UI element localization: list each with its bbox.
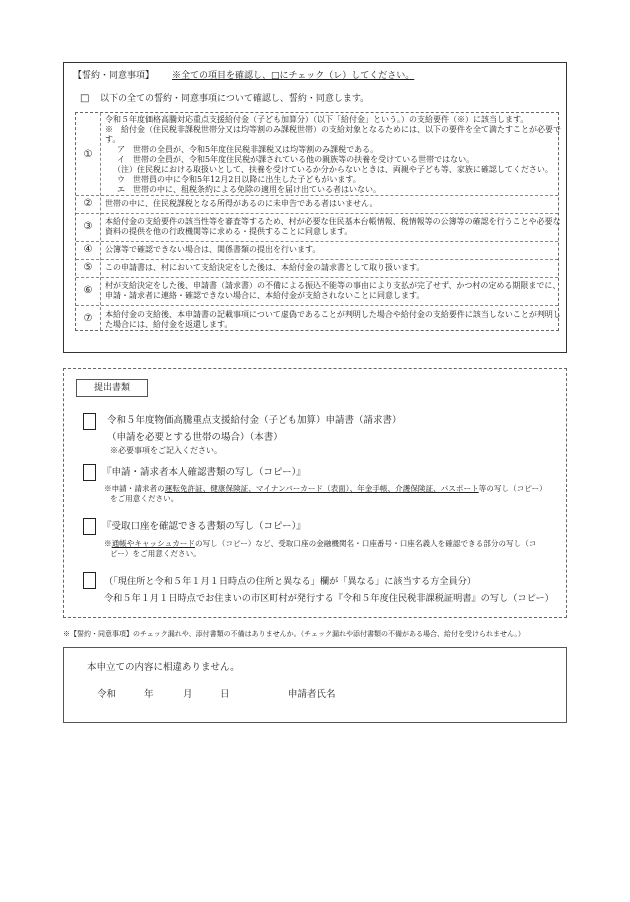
row-divider — [76, 213, 558, 214]
item-1-line: 令和５年度価格高騰対応重点支援給付金（子ども加算分）（以下「給付金」という。）の支給要件（※）に該当します。 — [105, 115, 529, 124]
consent-instruction: ※全ての項目を確認し、□にチェック（レ）してください。 — [172, 71, 415, 81]
item-7-line: 本給付金の支給後、本申請書の記載事項について虚偽であることが判明した場合や給付金の支給要件に該当しないことが判明し — [105, 310, 561, 319]
item-1-line: エ 世帯の中に、租税条約による免除の適用を届け出ている者はいない。 — [109, 185, 381, 194]
column-divider — [100, 113, 101, 330]
document-checkbox-tax-certificate[interactable] — [83, 572, 96, 589]
document-checkbox-application[interactable] — [83, 413, 96, 430]
item-4-line: 公簿等で確認できない場合は、関係書類の提出を行います。 — [105, 245, 321, 254]
item-number: ⑥ — [83, 285, 93, 296]
document-note: ピー）をご用意ください。 — [110, 549, 201, 558]
item-6-line: 申請・請求者に連絡・確認できない場合に、本給付金が支給されないことに同意します。 — [105, 291, 425, 300]
item-number: ② — [83, 198, 93, 209]
date-day-label: 日 — [220, 689, 230, 700]
document-checkbox-id[interactable] — [83, 464, 96, 481]
document-subtitle: （申請を必要とする世帯の場合）（本書） — [107, 432, 283, 443]
date-month-label: 月 — [183, 689, 193, 700]
document-title: 『受取口座を確認できる書類の写し（コピー）』 — [102, 521, 306, 532]
consent-items-table — [75, 112, 559, 331]
declaration-statement: 本申立ての内容に相違ありません。 — [87, 662, 240, 673]
row-divider — [76, 195, 558, 196]
documents-label: 提出書類 — [76, 379, 148, 397]
item-1-line: イ 世帯の全員が、令和5年度住民税が課されている他の親族等の扶養を受けている世帯ではない。 — [109, 155, 475, 164]
item-3-line: 資料の提供を他の行政機関等に求める・提供することに同意します。 — [105, 227, 353, 236]
item-1-line: ア 世帯の全員が、令和5年度住民税非課税又は均等割のみ課税である。 — [109, 145, 379, 154]
item-1-line: ウ 世帯員の中に令和5年12月2日以降に出生した子どもがいます。 — [109, 175, 361, 184]
document-note: ※通帳やキャッシュカードの写し（コピー）など、受取口座の金融機関名・口座番号・口座名義人を確認できる部分の写し（コ — [104, 539, 537, 548]
item-number: ⑤ — [83, 262, 93, 273]
document-title: （「現住所と令和５年１月１日時点の住所と異なる」欄が「異なる」に該当する方全員分） — [104, 576, 477, 587]
document-note: をご用意ください。 — [110, 494, 179, 503]
row-divider — [76, 305, 558, 306]
row-divider — [76, 241, 558, 242]
consent-title: 【誓約・同意事項】 — [73, 71, 155, 81]
item-2-line: 世帯の中に、住民税課税となる所得があるのに未申告である者はいません。 — [105, 199, 378, 208]
document-note: ※申請・請求者の運転免許証、健康保険証、マイナンバーカード（表面）、年金手帳、介護保険証、パスポート等の写し（コピー） — [104, 484, 547, 493]
item-number: ③ — [83, 221, 93, 232]
row-divider — [76, 277, 558, 278]
document-title: 令和５年度物価高騰重点支援給付金（子ども加算）申請書（請求書） — [107, 415, 402, 426]
document-title: 『申請・請求者本人確認書類の写し（コピー）』 — [102, 467, 306, 478]
footnote: ※【誓約・同意事項】のチェック漏れや、添付書類の不備はありませんか。（チェック漏れや添付書類の不備がある場合、給付を受けられません。） — [63, 630, 525, 638]
item-3-line: 本給付金の支給要件の該当性等を審査等するため、村が必要な住民基本台帳情報、税情報等の公簿等の確認を行うことや必要な — [105, 217, 561, 226]
item-1-line: ※ 給付金（住民税非課税世帯分又は均等割のみ課税世帯）の支給対象となるためには、以下の要件を全て満たすことが必要で — [105, 125, 561, 134]
item-6-line: 村が支給決定をした後、申請書（請求書）の不備による振込不能等の事由により支払が完了せず、かつ村の定める期限までに、 — [105, 281, 561, 290]
signature-section — [63, 647, 567, 723]
item-1-line: す。 — [105, 135, 121, 144]
item-5-line: この申請書は、村において支給決定をした後は、本給付金の請求書として取り扱います。 — [105, 263, 425, 272]
date-era-label: 令和 — [97, 689, 117, 700]
document-subtitle: 令和５年１月１日時点でお住まいの市区町村が発行する『令和５年度住民税非課税証明書』の写し（コピー） — [104, 593, 554, 604]
applicant-name-label: 申請者氏名 — [288, 689, 336, 700]
item-1-line: （注）住民税における取扱いとして、扶養を受けているか分からないときは、両親や子ども等、家族に確認してください。 — [109, 165, 553, 174]
item-number: ① — [83, 149, 93, 160]
agree-all-label: 以下の全ての誓約・同意事項について確認し、誓約・同意します。 — [100, 94, 370, 104]
agree-all-checkbox[interactable]: □ — [80, 93, 90, 104]
item-number: ④ — [83, 244, 93, 255]
item-7-line: た場合には、給付金を返還します。 — [105, 320, 233, 329]
document-note: ※必要事項をご記入ください。 — [110, 446, 222, 455]
item-number: ⑦ — [83, 313, 93, 324]
date-year-label: 年 — [144, 689, 154, 700]
document-checkbox-bank[interactable] — [83, 518, 96, 535]
row-divider — [76, 259, 558, 260]
